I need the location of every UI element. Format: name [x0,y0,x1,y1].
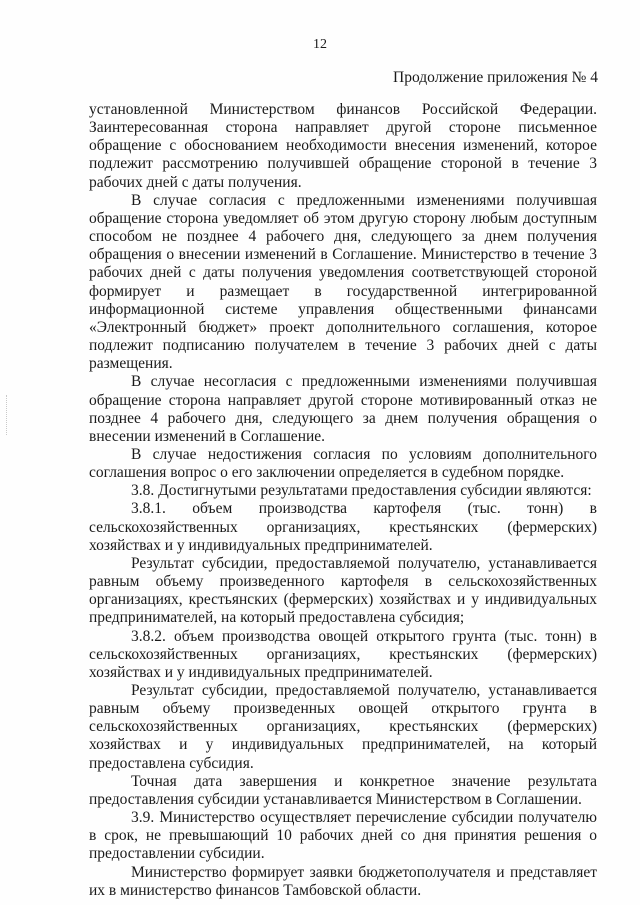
scan-margin-mark [6,395,9,435]
paragraph-disagreement: В случае несогласия с предложенными изменениями получившая обращение сторона направляет другой стороне мотивированный отказ не позднее 4 рабочего дня, следующего за днем получения обращения о внесении изменений в Соглашение. [89,373,597,445]
paragraph-exact-date: Точная дата завершения и конкретное значение результата предоставления субсидии устанавливается Министерством в Соглашении. [89,772,597,808]
paragraph-budget-requests: Министерство формирует заявки бюджетополучателя и представляет их в министерство финансов Тамбовской области. [89,863,597,899]
paragraph-3-8-1: 3.8.1. объем производства картофеля (тыс. тонн) в сельскохозяйственных организациях, крестьянских (фермерских) хозяйствах и у индивидуальных предпринимателей. [89,500,597,554]
paragraph-3-8-2: 3.8.2. объем производства овощей открытого грунта (тыс. тонн) в сельскохозяйственных организациях, крестьянских (фермерских) хозяйствах и у индивидуальных предпринимателей. [89,627,597,681]
paragraph-result-potato: Результат субсидии, предоставляемой получателю, устанавливается равным объему произведенного картофеля в сельскохозяйственных организациях, крестьянских (фермерских) хозяйствах и у индивидуальных предпринимателей, на который предоставлена субсидия; [89,554,597,627]
page-number: 12 [313,37,327,52]
document-body [89,101,597,900]
paragraph-no-agreement: В случае недостижения согласия по условиям дополнительного соглашения вопрос о его заключении определяется в судебном порядке. [89,445,597,482]
paragraph-continuation: установленной Министерством финансов Российской Федерации. Заинтересованная сторона направляет другой стороне письменное обращение с обоснованием необходимости внесения изменений, которое подлежит рассмотрению получившей обращение стороной в течение 3 рабочих дней с даты получения. [89,101,597,191]
appendix-header: Продолжение приложения № 4 [393,69,598,86]
paragraph-3-8: 3.8. Достигнутыми результатами предоставления субсидии являются: [131,482,592,500]
paragraph-result-vegetables: Результат субсидии, предоставляемой получателю, устанавливается равным объему произведенных овощей открытого грунта в сельскохозяйственных организациях, крестьянских (фермерских) хозяйствах и у индивидуальных предпринимателей, на который предоставлена субсидия. [89,682,597,772]
paragraph-consent: В случае согласия с предложенными изменениями получившая обращение сторона уведомляет об этом другую сторону любым доступным способом не позднее 4 рабочего дня, следующего за днем получения обращения о внесении изменений в Соглашение. Министерство в течение 3 рабочих дней с даты получения уведомления соответствующей стороной формирует и размещает в государственной интегрированной информационной системе управления общественными финансами «Электронный бюджет» проект дополнительного соглашения, которое подлежит подписанию получателем в течение 3 рабочих дней с даты размещения. [89,191,597,373]
paragraph-3-9: 3.9. Министерство осуществляет перечисление субсидии получателю в срок, не превышающий 10 рабочих дней со дня принятия решения о предоставлении субсидии. [89,809,597,863]
